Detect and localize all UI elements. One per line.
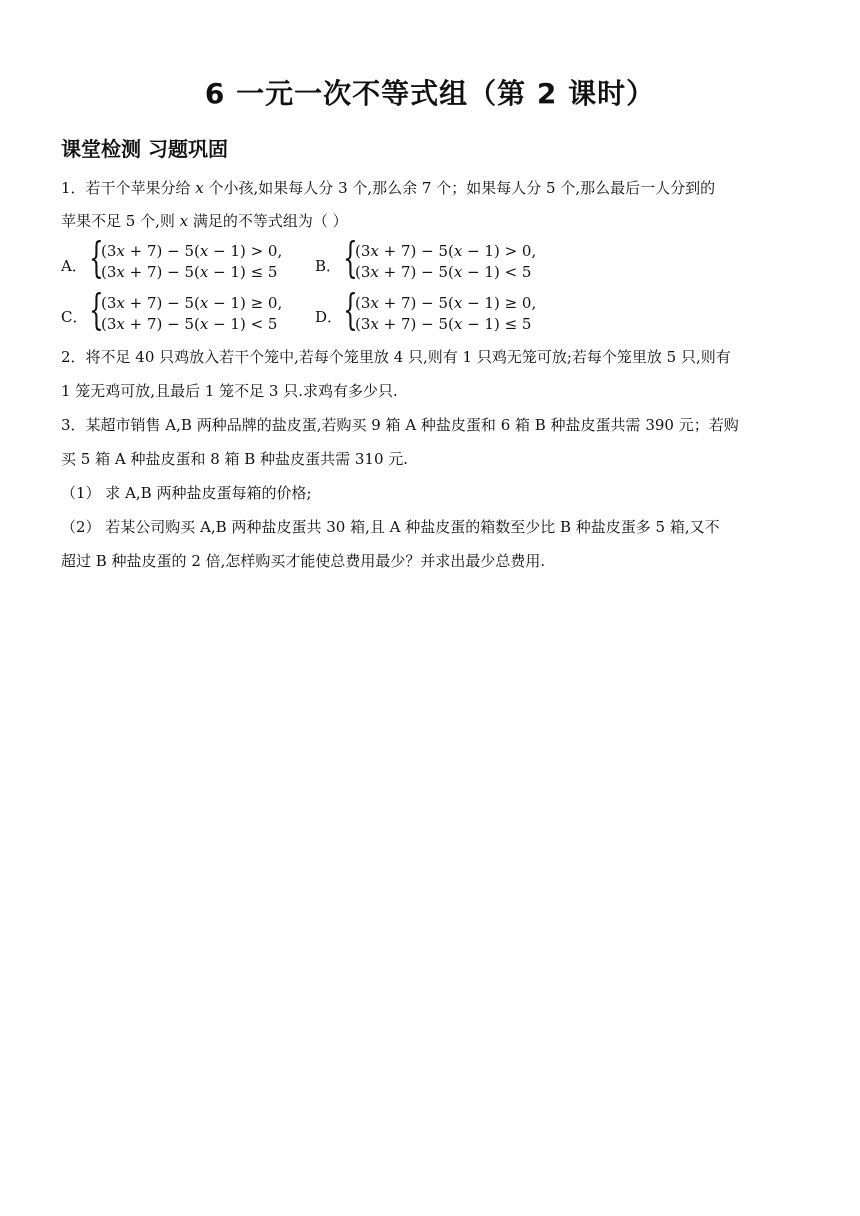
option-b-inequality-2: (3𝑥 + 7) − 5(𝑥 − 1) < 5 [355,263,532,281]
question-2-line-2: 1 笼无鸡可放,且最后 1 笼不足 3 只.求鸡有多少只. [61,382,398,400]
brace-icon: { [343,233,358,282]
option-d-inequality-2: (3𝑥 + 7) − 5(𝑥 − 1) ≤ 5 [355,315,532,333]
brace-icon: { [89,285,104,334]
question-3-part-1: （1） 求 A,B 两种盐皮蛋每箱的价格; [61,484,312,502]
question-3-part-2-line-1: （2） 若某公司购买 A,B 两种盐皮蛋共 30 箱,且 A 种盐皮蛋的箱数至少比 B 种盐皮蛋多 5 箱,又不 [61,518,720,536]
option-a-inequality-1: (3𝑥 + 7) − 5(𝑥 − 1) > 0, [101,242,283,260]
option-d-inequality-1: (3𝑥 + 7) − 5(𝑥 − 1) ≥ 0, [355,294,537,312]
section-heading: 课堂检测 习题巩固 [61,137,228,161]
option-a-label: A． [61,257,87,275]
page-title: 6 一元一次不等式组（第 2 课时） [204,77,656,110]
question-3-line-2: 买 5 箱 A 种盐皮蛋和 8 箱 B 种盐皮蛋共需 310 元. [61,450,409,468]
option-d-label: D． [315,308,343,326]
brace-icon: { [343,285,358,334]
question-3-part-2-line-2: 超过 B 种盐皮蛋的 2 倍,怎样购买才能使总费用最少？并求出最少总费用. [61,552,546,570]
option-c-inequality-1: (3𝑥 + 7) − 5(𝑥 − 1) ≥ 0, [101,294,283,312]
question-2-line-1: 2．将不足 40 只鸡放入若干个笼中,若每个笼里放 4 只,则有 1 只鸡无笼可放;若每个笼里放 5 只,则有 [61,348,731,366]
question-1-line-2: 苹果不足 5 个,则 𝑥 满足的不等式组为（ ） [61,212,348,230]
option-a-inequality-2: (3𝑥 + 7) − 5(𝑥 − 1) ≤ 5 [101,263,278,281]
option-c-label: C． [61,308,88,326]
brace-icon: { [89,233,104,282]
question-1-line-1: 1．若干个苹果分给 𝑥 个小孩,如果每人分 3 个,那么余 7 个；如果每人分 5 个,那么最后一人分到的 [61,179,716,197]
option-c-inequality-2: (3𝑥 + 7) − 5(𝑥 − 1) < 5 [101,315,278,333]
option-b-label: B． [315,257,342,275]
question-3-line-1: 3．某超市销售 A,B 两种品牌的盐皮蛋,若购买 9 箱 A 种盐皮蛋和 6 箱 B 种盐皮蛋共需 390 元；若购 [61,416,739,434]
option-b-inequality-1: (3𝑥 + 7) − 5(𝑥 − 1) > 0, [355,242,537,260]
